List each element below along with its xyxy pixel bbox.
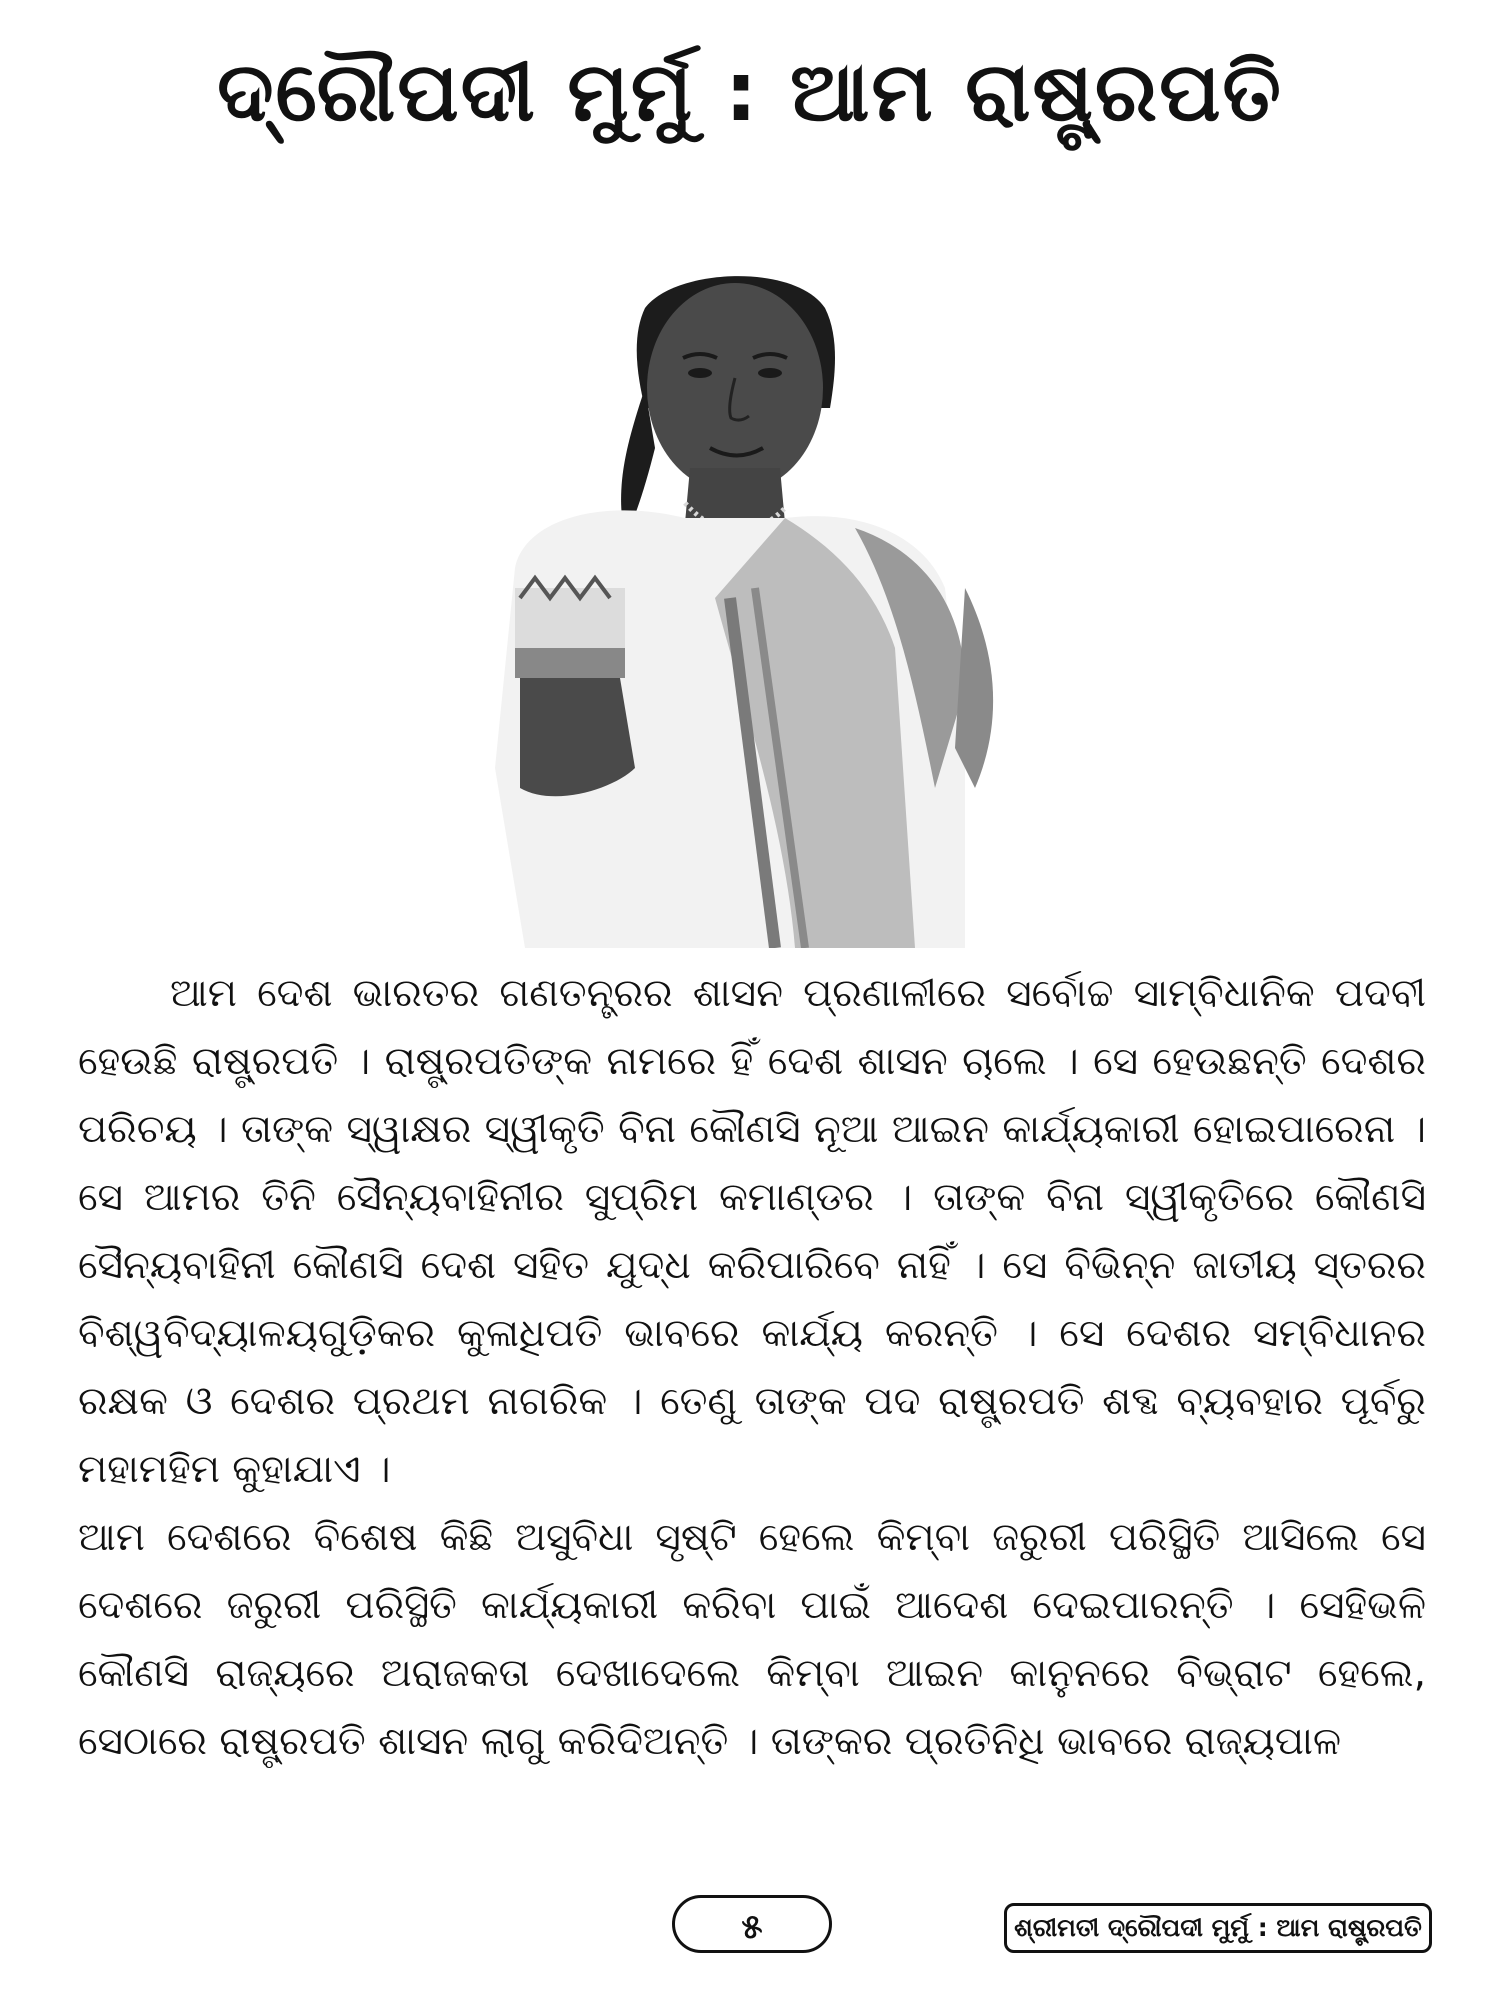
page-footer	[0, 1895, 1500, 1965]
portrait-photo	[495, 268, 1145, 948]
article-body	[78, 960, 1426, 1776]
running-footer-title: ଶ୍ରୀମତୀ ଦ୍ରୌପଦୀ ମୁର୍ମୁ : ଆମ ରାଷ୍ଟ୍ରପତି	[1004, 1903, 1432, 1953]
page-number: ୫	[672, 1895, 832, 1953]
paragraph-2: ଆମ ଦେଶରେ ବିଶେଷ କିଛି ଅସୁବିଧା ସୃଷ୍ଟି ହେଲେ କିମ୍ବା ଜରୁରୀ ପରିସ୍ଥିତି ଆସିଲେ ସେ ଦେଶରେ ଜରୁରୀ ପରିସ୍ଥିତି କାର୍ଯ୍ୟକାରୀ କରିବା ପାଇଁ ଆଦେଶ ଦେଇପାରନ୍ତି । ସେହିଭଳି କୌଣସି ରାଜ୍ୟରେ ଅରାଜକତା ଦେଖାଦେଲେ କିମ୍ବା ଆଇନ କାନୁନରେ ବିଭ୍ରାଟ ହେଲେ, ସେଠାରେ ରାଷ୍ଟ୍ରପତି ଶାସନ ଲାଗୁ କରିଦିଅନ୍ତି । ତାଙ୍କର ପ୍ରତିନିଧି ଭାବରେ ରାଜ୍ୟପାଳ	[78, 1515, 1426, 1764]
page-title: ଦ୍ରୌପଦୀ ମୁର୍ମୁ : ଆମ ରାଷ୍ଟ୍ରପତି	[217, 45, 1283, 140]
paragraph-1: ଆମ ଦେଶ ଭାରତର ଗଣତନ୍ତ୍ରର ଶାସନ ପ୍ରଣାଳୀରେ ସର୍ବୋଚ୍ଚ ସାମ୍ବିଧାନିକ ପଦବୀ ହେଉଛି ରାଷ୍ଟ୍ରପତି । ରାଷ୍ଟ୍ରପତିଙ୍କ ନାମରେ ହିଁ ଦେଶ ଶାସନ ଚାଲେ । ସେ ହେଉଛନ୍ତି ଦେଶର ପରିଚୟ । ତାଙ୍କ ସ୍ୱାକ୍ଷର ସ୍ୱୀକୃତି ବିନା କୌଣସି ନୂଆ ଆଇନ କାର୍ଯ୍ୟକାରୀ ହୋଇପାରେନା । ସେ ଆମର ତିନି ସୈନ୍ୟବାହିନୀର ସୁପ୍ରିମ କମାଣ୍ଡର । ତାଙ୍କ ବିନା ସ୍ୱୀକୃତିରେ କୌଣସି ସୈନ୍ୟବାହିନୀ କୌଣସି ଦେଶ ସହିତ ଯୁଦ୍ଧ କରିପାରିବେ ନାହିଁ । ସେ ବିଭିନ୍ନ ଜାତୀୟ ସ୍ତରର ବିଶ୍ୱବିଦ୍ୟାଳୟଗୁଡ଼ିକର କୁଳାଧିପତି ଭାବରେ କାର୍ଯ୍ୟ କରନ୍ତି । ସେ ଦେଶର ସମ୍ବିଧାନର ରକ୍ଷକ ଓ ଦେଶର ପ୍ରଥମ ନାଗରିକ । ତେଣୁ ତାଙ୍କ ପଦ ରାଷ୍ଟ୍ରପତି ଶବ୍ଦ ବ୍ୟବହାର ପୂର୍ବରୁ ମହାମହିମ କୁହାଯାଏ ।	[78, 971, 1426, 1492]
